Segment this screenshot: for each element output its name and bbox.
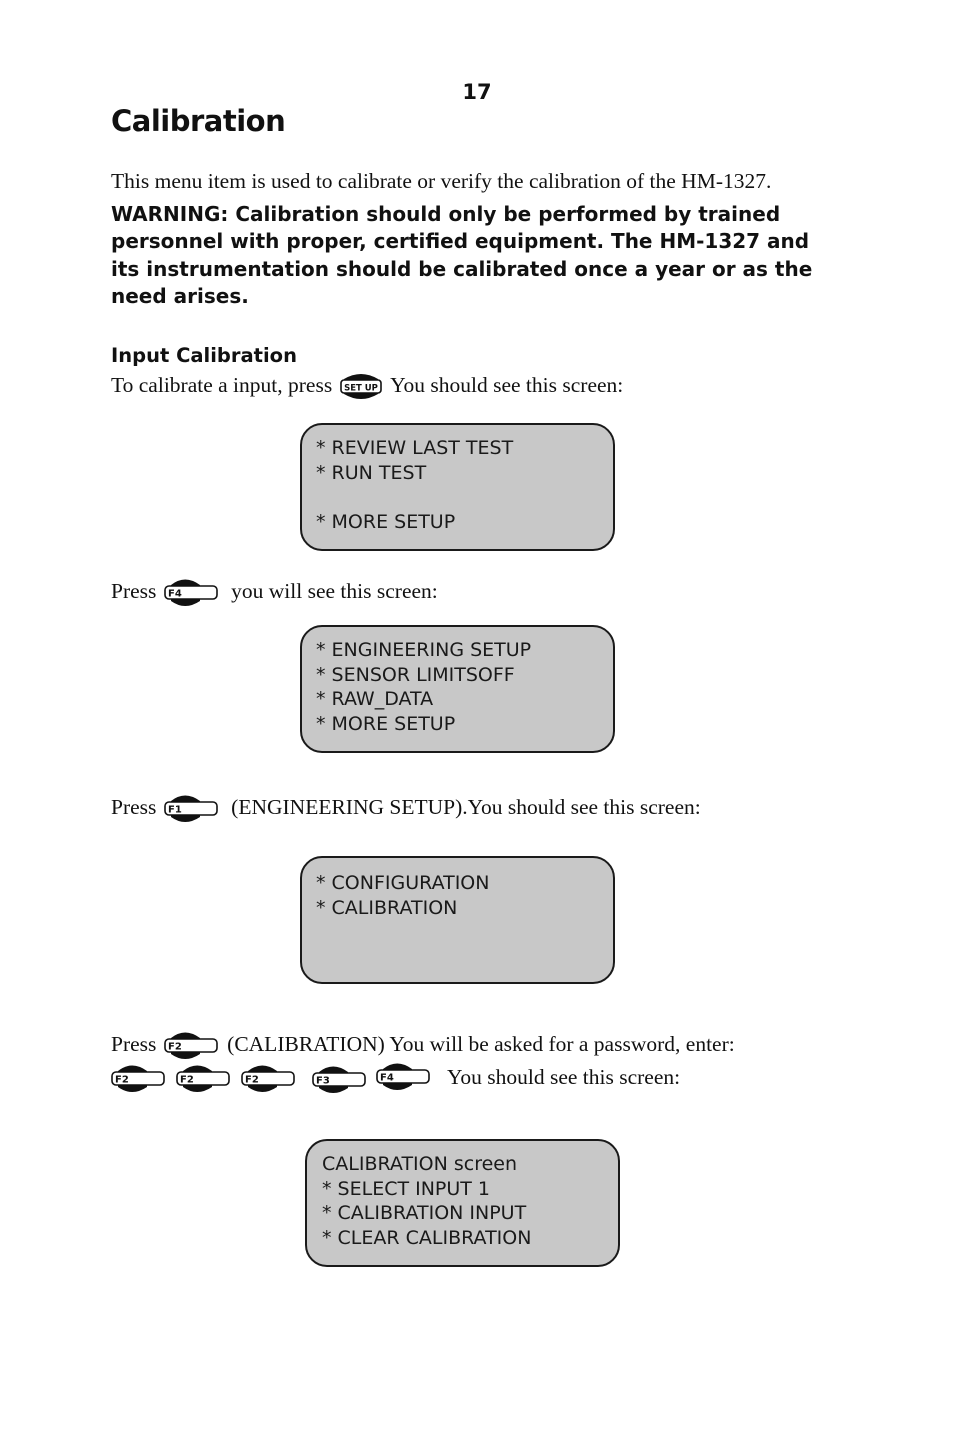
f1-key-icon xyxy=(164,793,218,825)
lcd-screen-engineering-setup xyxy=(300,856,615,984)
lcd-line: * CLEAR CALIBRATION xyxy=(322,1226,532,1249)
warning-line: personnel with proper, certified equipment. The HM-1327 and xyxy=(111,229,810,254)
lcd-line: * MORE SETUP xyxy=(316,712,456,735)
f4-key-label: F4 xyxy=(167,588,182,600)
password-key-f4-icon xyxy=(376,1061,430,1093)
step-text: To calibrate a input, press xyxy=(111,372,333,397)
password-key-f2-icon xyxy=(241,1063,295,1095)
step-text: You should see this screen: xyxy=(390,372,624,397)
password-key-label: F2 xyxy=(115,1074,129,1086)
lcd-line: * CONFIGURATION xyxy=(316,872,490,894)
lcd-line: * REVIEW LAST TEST xyxy=(316,437,514,459)
lcd-line: * RAW_DATA xyxy=(316,688,434,711)
lcd-screen-more-setup xyxy=(300,625,615,753)
password-key-label: F2 xyxy=(245,1074,259,1086)
intro-paragraph: This menu item is used to calibrate or verify the calibration of the HM-1327. xyxy=(111,169,772,193)
password-key-label: F4 xyxy=(380,1072,394,1084)
password-key-f2-icon xyxy=(111,1063,165,1095)
setup-key-label: SET UP xyxy=(343,383,378,394)
lcd-line xyxy=(316,485,613,510)
warning-line: its instrumentation should be calibrated once a year or as the xyxy=(111,256,813,281)
f2-key-icon xyxy=(164,1030,218,1062)
f1-key-label: F1 xyxy=(167,804,182,816)
step-text: (CALIBRATION) You will be asked for a password, enter: xyxy=(227,1031,735,1056)
password-key-label: F2 xyxy=(180,1074,194,1086)
lcd-line: * CALIBRATION xyxy=(316,896,458,919)
lcd-line: * MORE SETUP xyxy=(316,510,456,533)
f4-key-icon xyxy=(164,577,218,609)
step-f4-text xyxy=(111,577,438,609)
lcd-line: * ENGINEERING SETUP xyxy=(316,639,532,661)
step-text: (ENGINEERING SETUP).You should see this screen: xyxy=(231,794,701,819)
password-key-f2-icon xyxy=(176,1063,230,1095)
lcd-line: * CALIBRATION INPUT xyxy=(322,1202,527,1225)
step-text: Press xyxy=(111,794,157,819)
step-text: you will see this screen: xyxy=(231,578,438,603)
lcd-screen-main-menu xyxy=(300,423,615,551)
f2-key-label: F2 xyxy=(167,1041,182,1053)
step-setup-text xyxy=(111,372,623,402)
lcd-line: * SENSOR LIMITSOFF xyxy=(316,663,515,686)
lcd-line: * RUN TEST xyxy=(316,461,427,484)
lcd-line: * SELECT INPUT 1 xyxy=(322,1177,491,1200)
warning-line: need arises. xyxy=(111,283,249,308)
page-number: 17 xyxy=(462,80,492,104)
step-f1-text xyxy=(111,793,701,825)
step-text: Press xyxy=(111,1031,157,1056)
warning-paragraph xyxy=(111,201,813,310)
page-title: Calibration xyxy=(111,104,286,138)
step-final-text: You should see this screen: xyxy=(447,1065,681,1089)
password-key-label: F3 xyxy=(316,1075,330,1087)
step-f2-text xyxy=(111,1030,735,1062)
password-key-f3-icon xyxy=(312,1064,366,1096)
warning-line: WARNING: Calibration should only be performed by trained xyxy=(111,202,781,226)
lcd-screen-calibration xyxy=(305,1139,620,1267)
section-heading: Input Calibration xyxy=(111,344,297,367)
lcd-line: CALIBRATION screen xyxy=(322,1153,518,1175)
setup-key-icon xyxy=(340,372,382,402)
step-text: Press xyxy=(111,578,157,603)
